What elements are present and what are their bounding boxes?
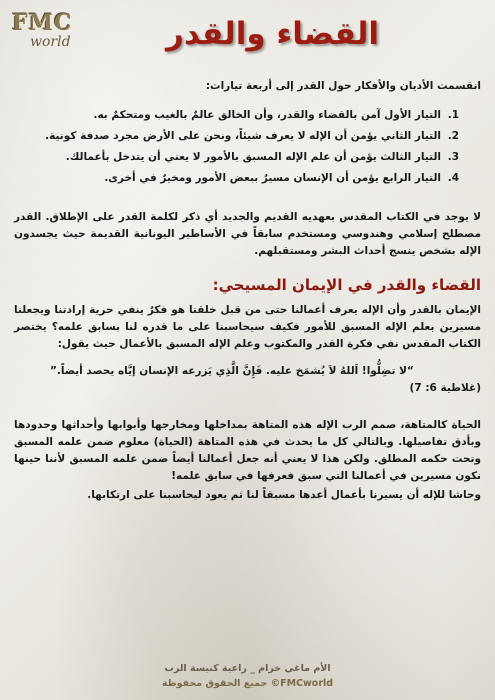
verse-text: “لا تضِلُّوا! اَللهُ لاَ يُشمَخ عليه. فَإِنَّ الَّذِي يَزرعه الإنسان إيَّاه يحصد أيضاً.” (50, 365, 414, 377)
list-number: 3. (447, 151, 459, 163)
list-item (14, 107, 459, 124)
list-number: 1. (447, 109, 459, 121)
logo-sub: world (30, 34, 71, 50)
list-item (14, 170, 459, 187)
paragraph-christian-faith: الإيمان بالقدر وأن الإله يعرف أعمالنا حتى من قبل خلقنا هو فكرٌ ينفي حرية إرادتنا ويجعلنا مسيرين بعلم الإله المسبق للأمور فكيف سيحاسبنا على ما قدره لنا بسابق علمه؟ يختصر الكتاب المقدس نفي فكرة القدر والمكتوب وعلم الإله المسبق بالأعمال حيث يقول: (14, 304, 481, 350)
paragraph-no-fate-in-bible: لا يوجد في الكتاب المقدس بعهديه القديم والجديد أي ذكر لكلمة القدر على الإطلاق. القدر مصطلح إسلامي وهندوسي ومستخدم سابقاً في الأساطير اليونانية القديمة حيث يجسدون الإله بشخص ينسج أحداث البشر ومستقبلهم. (14, 211, 481, 257)
list-text: التيار الثالث يؤمن أن علم الإله المسبق بالأمور لا يعني أن يتدخل بأعمالك. (65, 151, 441, 163)
title-bar (110, 14, 435, 54)
list-text: التيار الرابع يؤمن أن الإنسان مسيرٌ ببعض الأمور ومخيرٌ في أخرى. (104, 172, 441, 184)
verse-reference: (غلاطية 6: 7) (409, 382, 481, 394)
bible-verse (14, 363, 481, 380)
list-text: التيار الثاني يؤمن أن الإله لا يعرف شيئاً، ونحن على الأرض مجرد صدفة كونية. (45, 130, 441, 142)
copyright-notice: جميع الحقوق محفوظة ©FMCworld (161, 678, 334, 689)
article-body (14, 78, 481, 504)
author-credit: الأم ماغي خزام _ راعية كنيسة الرب (164, 663, 331, 674)
fmc-world-logo (12, 10, 82, 56)
footer (0, 661, 495, 691)
currents-list (14, 107, 481, 187)
list-item (14, 149, 459, 166)
list-text: التيار الأول آمن بالقضاء والقدر، وأن الخالق عالمٌ بالغيب ومتحكمٌ به. (93, 109, 441, 121)
logo-brand: FMC (12, 10, 73, 36)
paragraph-maze: الحياة كالمتاهة، صمم الرب الإله هذه المتاهة بمداخلها ومخارجها وأبوابها وأحداثها وحدودها وبأدق تفاصيلها. وبالتالي كل ما يحدث في هذه المتاهة (الحياة) معلوم ضمن علمه المسبق وتحت حكمه المطلق. ولكن هذا لا يعني أنه جعل أعمالنا أيضاً ضمن علمه المسبق لأننا حينها نكون مسيرين في أعمالنا التي سبق فعرفها في سابق علمه! (14, 419, 481, 482)
list-number: 2. (447, 130, 459, 142)
section-title: القضاء والقدر في الإيمان المسيحي: (212, 276, 481, 294)
intro-text: انقسمت الأديان والأفكار حول القدر إلى أربعة تيارات: (205, 80, 481, 92)
list-item (14, 128, 459, 145)
list-number: 4. (447, 172, 459, 184)
page-title: القضاء والقدر (165, 16, 379, 52)
paragraph-conclusion: وحاشا للإله أن يسيرنا بأعمال أعدها مسبقاً لنا ثم يعود ليحاسبنا على ارتكابها. (87, 489, 481, 501)
